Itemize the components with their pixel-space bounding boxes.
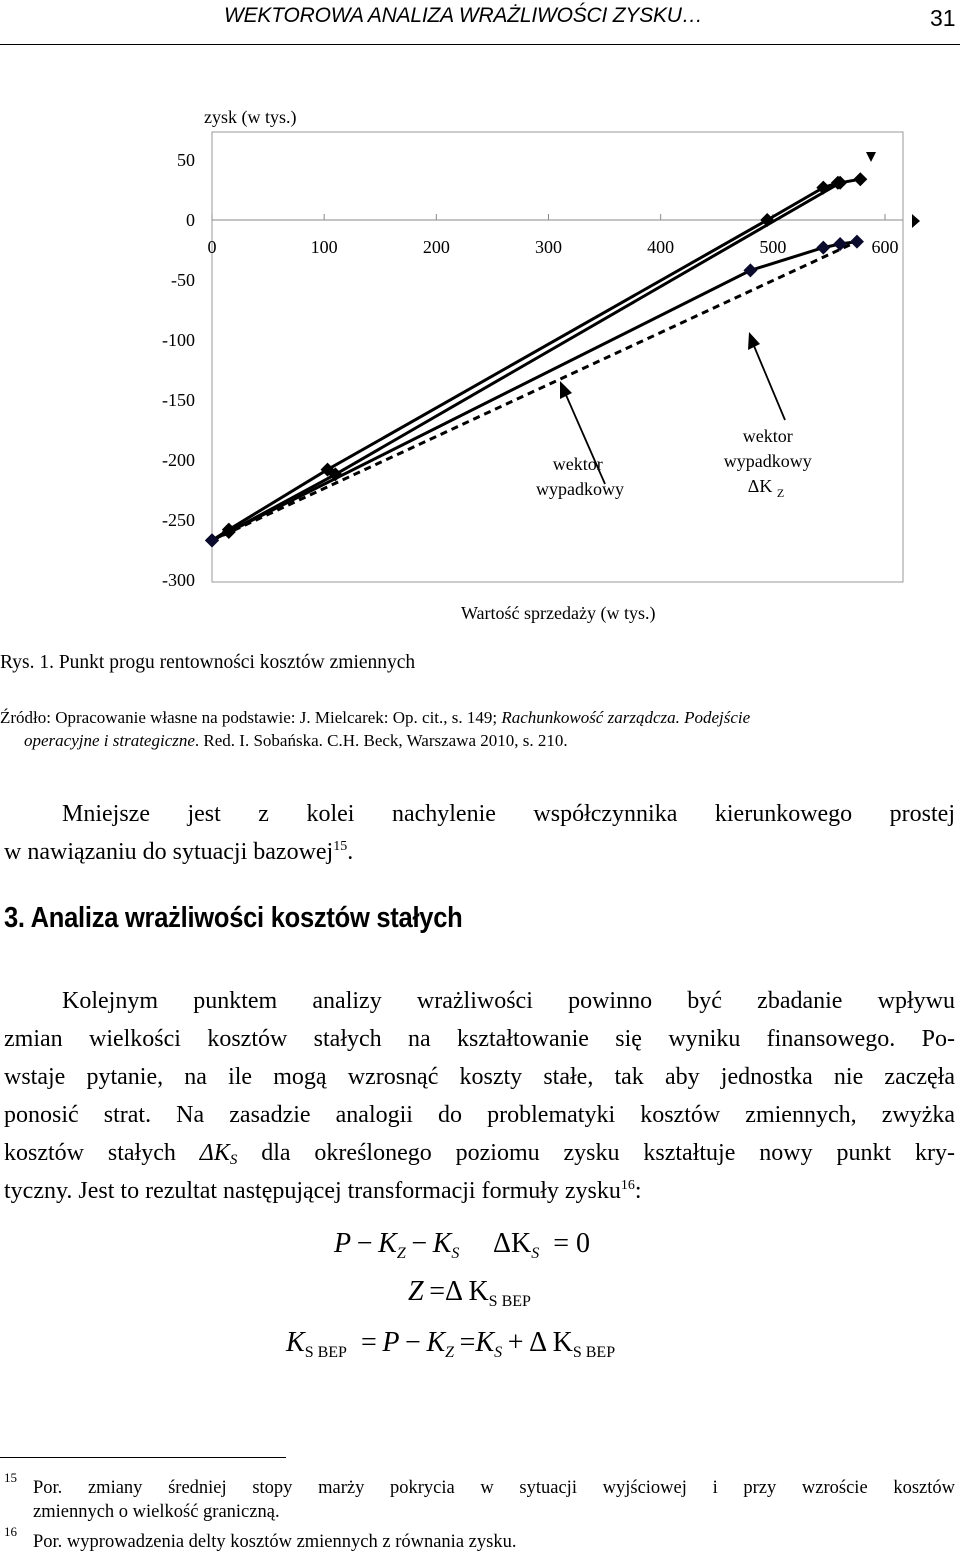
x-tick-label: 600 [871, 237, 899, 257]
figure-source: Źródło: Opracowanie własne na podstawie: J. Mielcarek: Op. cit., s. 149; Rachunkowość zarządcza. Podejście [0, 708, 751, 727]
data-point-marker [850, 235, 864, 249]
x-tick-label: 300 [535, 237, 562, 257]
paragraph-2-line-1: Kolejnym punktem analizy wrażliwości powinno być zbadanie wpływu [62, 988, 955, 1014]
section-heading: 3. Analiza wrażliwości kosztów stałych [4, 902, 463, 934]
footnote-15-line-2: zmiennych o wielkość graniczną. [33, 1502, 280, 1522]
data-point-marker [816, 241, 830, 255]
footnote-15-line-1: Por. zmiany średniej stopy marży pokrycia w sytuacji wyjściowej i przy wzroście kosztów [33, 1478, 955, 1498]
footnote-15-mark: 15 [4, 1470, 17, 1485]
equation-1: $P - K_Z - K_S$ $\Delta K_S$ = 0 [334, 1228, 591, 1262]
y-tick-label: 50 [177, 150, 195, 170]
data-point-marker [743, 263, 757, 277]
x-tick-label: 500 [759, 237, 787, 257]
y-tick-label: -100 [162, 330, 195, 350]
footnote-ref-16: 16 [620, 1178, 635, 1193]
figure-source-line2: operacyjne i strategiczne. Red. I. Sobańska. C.H. Beck, Warszawa 2010, s. 210. [24, 731, 568, 750]
annotation-wektor-wypadkowy-dkz: wektor wypadkowy ΔK $_Z$ [723, 426, 812, 500]
paragraph-2-line-4: ponosić strat. Na zasadzie analogii do problematyki kosztów zmiennych, zwyżka [4, 1102, 955, 1128]
paragraph-1-line-2: w nawiązaniu do sytuacji bazowej$^{15}$. [4, 839, 354, 865]
footnote-ref-15: 15 [333, 839, 348, 854]
y-axis-ticks [162, 150, 195, 590]
footnote-16-mark: 16 [4, 1524, 17, 1539]
paragraph-2-line-6: tyczny. Jest to rezultat następującej transformacji formuły zysku$^{16}$: [4, 1178, 642, 1204]
x-tick-label: 200 [422, 237, 450, 257]
equation-3: $K_{S BEP}$ = $P - K_Z =K_S + \Delta$ $K_{S BEP}$ [286, 1327, 616, 1361]
x-axis-label: Wartość sprzedaży (w tys.) [461, 603, 656, 623]
annotation-arrow-2 [748, 332, 785, 420]
arrow-head-lower [912, 214, 920, 228]
x-axis [212, 214, 903, 220]
running-header-title: WEKTOROWA ANALIZA WRAŻLIWOŚCI ZYSKU… [224, 4, 703, 27]
annotation-wektor-wypadkowy: wektor wypadkowy [536, 454, 624, 499]
figure-caption: Rys. 1. Punkt progu rentowności kosztów zmiennych [0, 652, 416, 673]
footnote-rule [0, 1457, 286, 1458]
plot-frame [212, 132, 903, 582]
footnote-16-line-1: Por. wyprowadzenia delty kosztów zmiennych z równania zysku. [33, 1532, 517, 1552]
y-tick-label: -250 [162, 510, 195, 530]
paragraph-2-line-3: wstaje pytanie, na ile mogą wzrosnąć koszty stałe, tak aby jednostka nie zaczęła [4, 1064, 955, 1090]
page-number: 31 [930, 5, 956, 31]
break-even-chart [0, 98, 960, 628]
y-tick-label: -50 [171, 270, 195, 290]
x-tick-label: 400 [647, 237, 675, 257]
data-point-marker [760, 213, 774, 227]
series-line-upper-line [212, 183, 838, 541]
paragraph-2-line-2: zmian wielkości kosztów stałych na kształtowanie się wyniku finansowego. Po- [4, 1026, 955, 1052]
data-point-marker [853, 172, 867, 186]
y-tick-label: -300 [162, 570, 195, 590]
y-tick-label: -150 [162, 390, 195, 410]
x-tick-label: 0 [207, 237, 217, 257]
x-tick-label: 100 [310, 237, 338, 257]
data-point-marker [833, 176, 847, 190]
paragraph-1-line-1: Mniejsze jest z kolei nachylenie współczynnika kierunkowego prostej [62, 801, 955, 827]
paragraph-2-line-5: kosztów stałych $\Delta K_S$ dla określonego poziomu zysku kształtuje nowy punkt kry- [4, 1140, 955, 1168]
equation-2: Z =Δ $K_{S BEP}$ [408, 1276, 531, 1310]
y-tick-label: -200 [162, 450, 195, 470]
y-tick-label: 0 [186, 210, 195, 230]
arrow-head-upper [866, 152, 876, 162]
data-point-marker [833, 237, 847, 251]
x-axis-ticks [208, 237, 899, 257]
data-point-marker [816, 181, 830, 195]
header-rule [0, 44, 960, 45]
y-axis-label: zysk (w tys.) [204, 107, 297, 127]
